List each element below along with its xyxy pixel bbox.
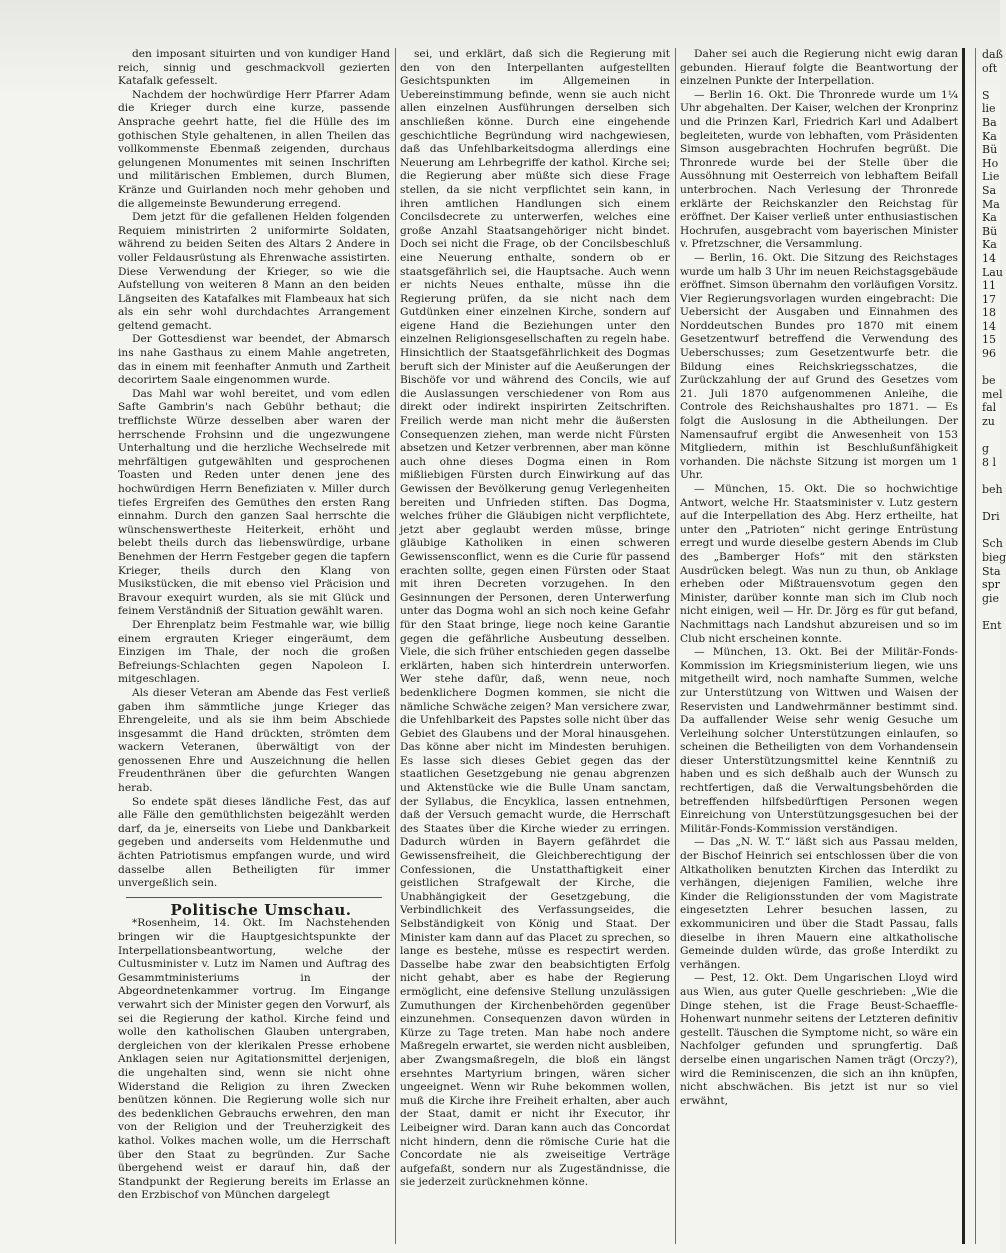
cropped-line-fragment: Dri [982, 510, 1000, 524]
column-3 [680, 48, 958, 1244]
cropped-line-fragment: fal [982, 401, 997, 415]
article-paragraph: Der Ehrenplatz beim Festmahle war, wie billig einem ergrauten Krieger eingeräumt, dem Einzigen im Thale, der noch die großen Befreiungs-Schlachten gegen Napoleon I. mitgeschlagen. [118, 618, 390, 686]
cropped-line-fragment: mel [982, 387, 1003, 401]
article-paragraph: sei, und erklärt, daß sich die Regierung mit den von den Interpellanten aufgestellten Gesichtspunkten im Allgemeinen in Uebereinstimmung befinde, wenn sie auch nicht allen einzelnen Ausführungen derselben sich anschließen könne. Durch eine eingehende geschichtliche Begründung wird nachgewiesen, daß das Unfehlbarkeitsdogma allerdings eine Neuerung am Lehrbegriffe der kathol. Kirche sei; die Regierung aber müßte sich diese Frage stellen, da sie nicht verpflichtet sein kann, in ihren amtlichen Handlungen sich einem Concilsdecrete zu unterwerfen, welches eine große Anzahl Staatsangehöriger nicht bindet. Doch sei nicht die Frage, ob der Concilsbeschluß eine Neuerung enthalte, sondern ob er staatsgefährlich sei, die Hauptsache. Auch wenn er nichts Neues enthalte, müsse ihn die Regierung prüfen, da sie nicht nach dem Gutdünken einer einzelnen Kirche, sondern auf eigene Hand die Beziehungen unter den einzelnen Religionsgesellschaften zu regeln habe. Hinsichtlich der Staatsgefährlichkeit des Dogmas beruft sich der Minister auf die Aeußerungen der Bischöfe vor und während des Concils, wie auf die Auslassungen verschiedener von Rom aus direkt oder indirekt inspirirten Zeitschriften. Freilich werde man nicht mehr die äußersten Consequenzen ziehen, man werde nicht Fürsten absetzen und Ketzer verbrennen, aber man könne auch ohne dieses Dogma einen in Rom mißliebigen Fürsten durch Einwirkung auf das Gewissen der Bevölkerung genug Verlegenheiten bereiten und Unfrieden stiften. Das Dogma, welches früher die Gläubigen nicht verpflichtete, jetzt aber geglaubt werden müsse, bringe gläubige Katholiken in einen schweren Gewissensconflict, wenn es die Curie für passend erachten sollte, gegen einen Fürsten oder Staat mit ihren Decreten vorzugehen. In den Gesinnungen der Personen, deren Unterwerfung unter das Dogma wohl an sich noch keine Gefahr für den Staat bringe, liege noch keine Garantie gegen die gefährliche Ausbeutung desselben. Viele, die sich früher entschieden gegen dasselbe erklärten, haben sich hinterdrein unterworfen. Wer stehe dafür, daß, wenn neue, noch bedenklichere Dogmen kommen, sie nicht die nämliche Schwäche zeigen? Man versichere zwar, die Unfehlbarkeit des Papstes solle nicht über das Gebiet des Glaubens und der Moral hinausgehen. Das könne aber nicht im Mindesten beruhigen. Es lasse sich dieses Gebiet gegen das der staatlichen Gesetzgebung nie genau abgrenzen und Aktenstücke wie die Bulle Unam sanctam, der Syllabus, die Encyklica, lassen entnehmen, daß der Versuch gemacht wurde, die Herrschaft des Staates über die Kirche wieder zu erringen. Dadurch würden in Bayern gefährdet die Gewissensfreiheit, die Gleichberechtigung der Confessionen, die Unstatthaftigkeit einer geistlichen Strafgewalt der Kirche, die Unabhängigkeit der Gesetzgebung, die Verbindlichkeit des Verfassungseides, die Selbständigkeit von König und Staat. Der Minister kam dann auf das Placet zu sprechen, so lange es bestehe, müsse es respectirt werden. Dasselbe habe zwar den beabsichtigten Erfolg nicht gehabt, aber es habe der Regierung ermöglicht, eine defensive Stellung unzulässigen Zumuthungen der Kirchenbehörden gegenüber einzunehmen. Consequenzen davon würden in Kürze zu Tage treten. Man habe noch andere Maßregeln erwartet, sie werden nicht ausbleiben, aber Zwangsmaßregeln, die bloß ein längst ersehntes Martyrium bringen, wären sicher ungeeignet. Wenn wir Ruhe bekommen wollen, muß die Kirche ihre Freiheit erhalten, aber auch der Staat, damit er nicht ihr Executor, ihr Leibeigner wird. Daran kann auch das Concordat nicht hindern, denn die römische Curie hat die Concordate nie als zweiseitige Verträge aufgefaßt, sondern nur als Zugeständnisse, die sie jederzeit zurücknehmen könne. [400, 48, 670, 1189]
article-paragraph: den imposant situirten und von kundiger Hand reich, sinnig und geschmackvoll gezierten Katafalk gefesselt. [118, 48, 390, 88]
section-title-politische-umschau: Politische Umschau. [170, 900, 352, 919]
cropped-line-fragment: Lie [982, 170, 1000, 184]
column-rule [975, 48, 976, 1244]
column-rule [395, 48, 396, 1244]
article-paragraph: Der Gottesdienst war beendet, der Abmarsch ins nahe Gasthaus zu einem Mahle angetreten, das in einem mit feenhafter Anmuth und Zartheit decorirtem Saale eingenommen wurde. [118, 333, 390, 387]
article-paragraph: Daher sei auch die Regierung nicht ewig daran gebunden. Hierauf folgte die Beantwortung der einzelnen Punkte der Interpellation. [680, 48, 958, 88]
cropped-line-fragment: 96 [982, 347, 996, 361]
article-paragraph: — München, 13. Okt. Bei der Militär-Fonds-Kommission im Kriegsministerium liegen, wie uns mitgetheilt wird, noch namhafte Summen, welche zur Unterstützung von Wittwen und Waisen der Reservisten und Landwehrmänner bestimmt sind. Da auffallender Weise sehr wenig Gesuche um Verleihung solcher Unterstützungen einlaufen, so scheinen die Betheiligten von dem Vorhandensein dieser Unterstützungsmittel keine Kenntniß zu haben und es sich deßhalb auch der Wunsch zu rechtfertigen, daß die Verwaltungsbehörden die betreffenden hilfsbedürftigen Personen wegen Einreichung von Unterstützungsgesuchen bei der Militär-Fonds-Kommission verständigen. [680, 646, 958, 835]
cropped-line-fragment: gie [982, 591, 1000, 605]
cropped-line-fragment: Ent [982, 618, 1002, 632]
cropped-line-fragment: Ka [982, 129, 997, 143]
cropped-line-fragment [982, 605, 1000, 619]
cropped-line-fragment: beh [982, 483, 1003, 496]
column-1 [118, 48, 390, 1244]
cropped-line-fragment: spr [982, 578, 1000, 592]
cropped-line-fragment: 18 [982, 306, 996, 320]
article-paragraph: *Rosenheim, 14. Okt. Im Nachstehenden bringen wir die Hauptgesichtspunkte der Interpellationsbeantwortung, welche der Cultusminister v. Lutz im Namen und Auftrag des Gesammtministeriums in der Abgeordnetenkammer vortrug. Im Eingange verwahrt sich der Minister gegen den Vorwurf, als sei die Regierung der kathol. Kirche feind und wolle den katholischen Glauben untergraben, dergleichen von der klerikalen Presse erhobene Anklagen seien nur Agitationsmittel derjenigen, die ungehalten sind, wenn sie nicht ohne Widerstand die Religion zu ihren Zwecken benützen können. Die Regierung wolle sich nur des bedenklichen Gebrauchs erwehren, den man von der Religion und der Treuherzigkeit des kathol. Volkes machen wolle, um die Herrschaft über den Staat zu begründen. Zur Sache übergehend weist er darauf hin, daß der Standpunkt der Regierung bereits im Erlasse an den Erzbischof von München dargelegt [118, 917, 390, 1202]
cropped-line-fragment: Lau [982, 265, 1003, 279]
section-divider [126, 897, 382, 898]
cropped-line-fragment: 8 l [982, 455, 997, 469]
article-paragraph: Nachdem der hochwürdige Herr Pfarrer Adam die Krieger durch eine kurze, passende Ansprache geehrt hatte, fiel die Hülle des im gothischen Style gehaltenen, in allen Theilen das vollkommenste Ebenmaß zeigenden, durchaus gelungenen Monumentes mit seinen Inschriften und militärischen Emblemen, durch Blumen, Kränze und Guirlanden noch mehr gehoben und die allgemeinste Bewunderung erregend. [118, 88, 390, 210]
article-paragraph: — München, 15. Okt. Die so hochwichtige Antwort, welche Hr. Staatsminister v. Lutz gestern auf die Interpellation des Abg. Herz ertheilte, hat unter den „Patrioten“ nicht geringe Entrüstung erregt und wurde dieselbe gestern Abends im Club des „Bamberger Hofs“ mit den stärksten Ausdrücken belegt. Was nun zu thun, ob Anklage erheben oder Mißtrauensvotum gegen den Minister, darüber konnte man sich im Club noch nicht einigen, weil — Hr. Dr. Jörg es für gut befand, Nachmittags nach Landshut abzureisen und so im Club nicht erscheinen konnte. [680, 483, 958, 645]
article-paragraph: — Das „N. W. T.“ läßt sich aus Passau melden, der Bischof Heinrich sei entschlossen über die von Altkatholiken benutzten Kirchen das Interdikt zu verhängen, diejenigen Familien, welche ihre Kinder die Religionsstunden der vom Magistrate eingesetzten Lehrer besuchen lassen, zu exkommuniciren und über die Stadt Passau, falls dieselbe in ihren Mauern eine altkatholische Gemeinde dulden würde, das große Interdikt zu verhängen. [680, 836, 958, 971]
page-gutter-rule [962, 48, 965, 1244]
cropped-line-fragment: 14 [982, 251, 996, 265]
cropped-line-fragment: 14 [982, 319, 996, 333]
cropped-line-fragment: Sa [982, 183, 997, 197]
cropped-line-fragment: 15 [982, 333, 996, 347]
cropped-line-fragment: Ho [982, 156, 999, 170]
cropped-line-fragment: Ma [982, 197, 1000, 211]
cropped-line-fragment: daß [982, 48, 1003, 61]
cropped-line-fragment: zu [982, 415, 995, 429]
article-paragraph: Als dieser Veteran am Abende das Fest verließ gaben ihm sämmtliche junge Krieger das Ehrengeleite, und als sie ihm beim Abschiede insgesammt die Hand drückten, strömten dem wackern Veteranen, überwältigt von der genossenen Ehre und Auszeichnung die hellen Freudenthränen über die gefurchten Wangen herab. [118, 686, 390, 795]
column-rule [675, 48, 676, 1244]
cropped-line-fragment: 11 [982, 279, 996, 293]
article-paragraph: — Pest, 12. Okt. Dem Ungarischen Lloyd wird aus Wien, aus guter Quelle geschrieben: „Wie die Dinge stehen, ist die Frage Beust-Schaeffle-Hohenwart nunmehr seitens der Letzteren definitiv gestellt. Täuschen die Symptome nicht, so wäre ein Nachfolger gefunden und sprungfertig. Daß derselbe einen ungarischen Namen trägt (Orczy?), wird die Reminiscenzen, die sich an ihn knüpfen, nicht abschwächen. Bis jetzt ist nur so viel erwähnt, [680, 972, 958, 1107]
cropped-line-fragment: 17 [982, 292, 996, 306]
cropped-line-fragment: Ba [982, 115, 997, 129]
column-2 [400, 48, 670, 1244]
cropped-line-fragment: Ka [982, 211, 997, 225]
cropped-line-fragment: bieg [982, 550, 1006, 564]
cropped-line-fragment [982, 469, 1000, 483]
cropped-line-fragment: Bü [982, 143, 998, 157]
article-paragraph: Das Mahl war wohl bereitet, und vom edlen Safte Gambrin's nach Gebühr bethaut; die trefflichste Würze desselben aber waren der herrschende Frohsinn und die ungezwungene Unterhaltung und die herzliche Wechselrede mit mehrfältigen gutgewählten und gesprochenen Toasten und Reden unter denen jene des hochwürdigen Herrn Benefiziaten v. Miller durch tiefes Ergreifen des Gemüthes den ersten Rang einnahm. Durch den ganzen Saal herrschte die wünschenswertheste Heiterkeit, erhöht und belebt theils durch das liebenswürdige, urbane Benehmen der Herrn Festgeber gegen die tapfern Krieger, theils durch den Klang von Musikstücken, die mit ebenso viel Präcision und Bravour exequirt wurden, als sie mit Glück und feinem Verständniß der Situation gewählt waren. [118, 387, 390, 618]
cropped-line-fragment: be [982, 374, 996, 388]
cropped-line-fragment: g [982, 442, 990, 456]
cropped-line-fragment: Sta [982, 564, 1001, 578]
cropped-line-fragment: lie [982, 102, 996, 116]
article-paragraph: — Berlin, 16. Okt. Die Sitzung des Reichstages wurde um halb 3 Uhr im neuen Reichstagsgebäude eröffnet. Simson übernahm den vorläufigen Vorsitz. Vier Regierungsvorlagen wurden eingebracht: Die Uebersicht der Ausgaben und Einnahmen des Norddeutschen Bundes pro 1870 mit einem Gesetzentwurf betreffend die Verwendung des Ueberschusses; zum Gesetzentwurfe betr. die Bildung eines Reichskriegsschatzes, die Zurückzahlung der auf Grund des Gesetzes vom 21. Juli 1870 aufgenommenen Anleihe, die Controle des Reichshaushaltes pro 1871. — Es folgt die Auslosung in die Abtheilungen. Der Namensaufruf ergibt die Anwesenheit von 153 Mitgliedern, mithin ist Beschlußunfähigkeit vorhanden. Die nächste Sitzung ist morgen um 1 Uhr. [680, 251, 958, 482]
cropped-line-fragment [982, 361, 1000, 375]
cropped-line-fragment [982, 75, 1000, 89]
article-paragraph: — Berlin 16. Okt. Die Thronrede wurde um 1¼ Uhr abgehalten. Der Kaiser, welchen der Kronprinz und die Prinzen Karl, Friedrich Karl und Adalbert begleiteten, wurde von lebhaften, vom Präsidenten Simson ausgebrachten Hochrufen begrüßt. Die Thronrede wurde bei der Stelle über die Aussöhnung mit Oesterreich von lebhaftem Beifall unterbrochen. Nach Verlesung der Thronrede erklärte der Reichskanzler den Reichstag für eröffnet. Der Kaiser verließ unter enthusiastischen Hochrufen, ausgebracht vom bayerischen Minister v. Pfretzschner, die Versammlung. [680, 88, 958, 251]
cropped-line-fragment [982, 524, 1000, 538]
cropped-line-fragment: oft [982, 61, 998, 75]
cropped-line-fragment: Sch [982, 537, 1003, 551]
cropped-line-fragment: Bü [982, 224, 998, 238]
article-paragraph: Dem jetzt für die gefallenen Helden folgenden Requiem ministrirten 2 uniformirte Soldaten, während zu beiden Seiten des Altars 2 Andere in voller Feldausrüstung als Ehrenwache assistirten. Diese Verwendung der Krieger, so wie die Aufstellung von weiteren 8 Mann an den beiden Längseiten des Katafalkes mit Flambeaux hat sich als ein sehr wohl durchdachtes Arrangement geltend gemacht. [118, 211, 390, 332]
cropped-line-fragment: Ka [982, 238, 997, 252]
cropped-line-fragment [982, 497, 1000, 511]
article-paragraph: So endete spät dieses ländliche Fest, das auf alle Fälle den gemüthlichsten beigezählt werden darf, da je, einerseits von Liebe und Dankbarkeit gegeben und anderseits vom Heldenmuthe und ächten Patriotismus empfangen wurde, und wird dasselbe allen Betheiligten für immer unvergeßlich sein. [118, 795, 390, 890]
cropped-line-fragment [982, 429, 1000, 443]
column-4-cropped [982, 48, 1006, 1244]
cropped-line-fragment: S [982, 88, 990, 102]
